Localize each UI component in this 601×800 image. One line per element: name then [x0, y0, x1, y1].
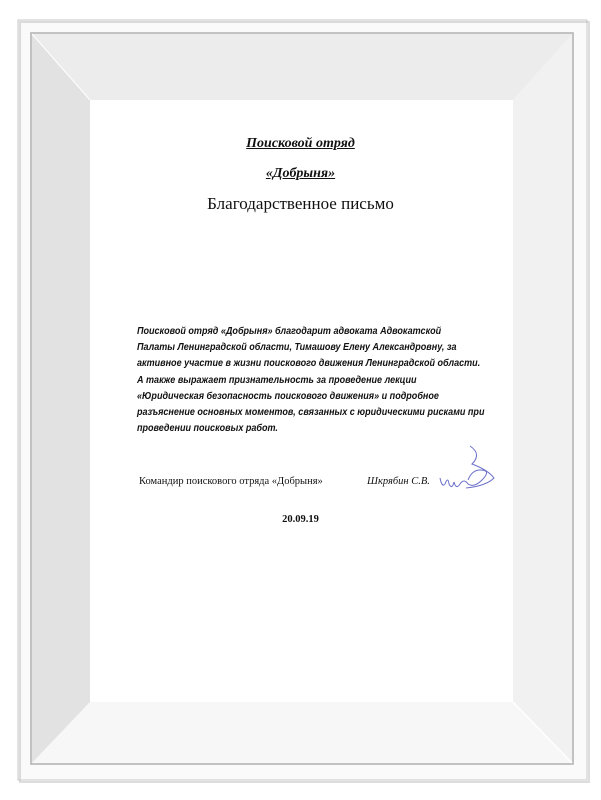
letter-title: Благодарственное письмо — [207, 194, 394, 213]
body-line: Палаты Ленинградской области, Тимашову Елену Александровну, за — [137, 341, 457, 354]
organization-name-line2: «Добрыня» — [265, 166, 336, 181]
signer-role: Командир поискового отряда «Добрыня» — [139, 476, 323, 487]
body-line: проведении поисковых работ. — [137, 422, 278, 435]
body-line: разъяснение основных моментов, связанных с юридическими рисками при — [137, 406, 485, 419]
body-line: А также выражает признательность за проведение лекции — [137, 373, 417, 386]
letter-date: 20.09.19 — [282, 514, 319, 525]
body-line: активное участие в жизни поискового движения Ленинградской области. — [137, 357, 481, 370]
signer-name: Шкрябин С.В. — [367, 476, 430, 487]
letter-body — [137, 323, 485, 436]
organization-name: Поисковой отряд — [246, 136, 355, 151]
body-line: «Юридическая безопасность поискового движения» и подробное — [137, 389, 439, 402]
body-line: Поисковой отряд «Добрыня» благодарит адвоката Адвокатской — [137, 325, 442, 337]
